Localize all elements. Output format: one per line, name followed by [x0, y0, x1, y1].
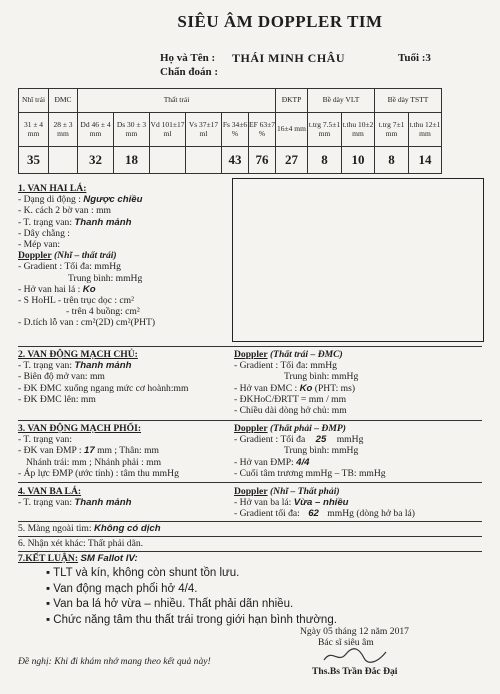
field-label: Trung bình: mmHg [284, 371, 359, 383]
field-label: - ĐKHoC/ĐRTT = mm / mm [234, 393, 347, 405]
norm-fs: Fs 34±6 % [222, 113, 249, 147]
field-value: Thanh mảnh [74, 360, 132, 372]
field-value: 17 [84, 445, 95, 457]
value-tstt-thu: 14 [409, 147, 442, 174]
section-title: 2. VAN ĐỘNG MẠCH CHỦ: [18, 349, 138, 360]
field-label: - Hở van hai lá : [18, 283, 81, 295]
value-tstt-trg: 8 [375, 147, 409, 174]
doppler-label: Doppler [234, 349, 268, 360]
field-label: - Mép van: [18, 239, 61, 251]
value-fs: 43 [222, 147, 249, 174]
name-label: Họ và Tên : [160, 52, 216, 64]
field-label: - Gradient tối đa: [234, 508, 300, 520]
divider [18, 536, 482, 537]
value-dktp: 27 [276, 147, 308, 174]
signature [320, 646, 390, 666]
field-label: - T. trạng van: [18, 497, 72, 509]
signer-role: Bác sĩ siêu âm [318, 637, 374, 648]
section-pulmonary-valve [18, 423, 232, 479]
header-dktp: ĐKTP [276, 89, 308, 113]
value-ef: 76 [249, 147, 276, 174]
conclusion-list [46, 566, 486, 628]
field-label: - T. trạng van: [18, 360, 72, 372]
doctor-name: Ths.Bs Trần Đắc Đại [312, 666, 398, 677]
value-vlt-trg: 8 [308, 147, 342, 174]
divider [18, 551, 482, 552]
norm-vs: Vs 37±17 ml [186, 113, 222, 147]
conclusion-item: ▪ Chức năng tâm thu thất trái trong giới hạn bình thường. [46, 613, 337, 626]
field-label: - Gradient : Tối đa [234, 434, 306, 446]
conclusion-text: Van động mạch phổi hở 4/4. [53, 582, 198, 595]
field-value: Vừa – nhiều [293, 497, 349, 509]
report-date: Ngày 05 tháng 12 năm 2017 [300, 626, 409, 637]
value-vlt-thu: 10 [342, 147, 375, 174]
doppler-subtitle: (Thất phải – ĐMP) [269, 423, 346, 434]
header-that-trai: Thất trái [78, 89, 276, 113]
patient-name: THÁI MINH CHÂU [232, 51, 346, 65]
section-pulmonary-doppler [234, 423, 484, 479]
field-value: 62 [308, 508, 319, 520]
norm-tstt-thu: t.thu 12±1 mm [409, 113, 442, 147]
norm-dmc: 28 ± 3 mm [49, 113, 78, 147]
header-vlt: Bề dày VLT [308, 89, 375, 113]
field-label: 5. Màng ngoài tim: [18, 523, 92, 534]
conclusion-text: Chức năng tâm thu thất trái trong giới hạn bình thường. [53, 613, 337, 626]
diagnosis-label: Chẩn đoán : [160, 66, 219, 78]
section-pericardium [18, 523, 161, 534]
field-label: - ĐK ĐMC xuống ngang mức cơ hoành:mm [18, 382, 189, 394]
conclusion-subtitle: SM Fallot IV: [80, 553, 138, 564]
field-label: Trung bình: mmHg [284, 445, 359, 457]
field-value: Ko [82, 283, 96, 295]
divider [18, 521, 482, 522]
field-label: - Áp lực ĐMP (ước tính) : tâm thu mmHg [18, 467, 179, 479]
header-tstt: Bề dày TSTT [375, 89, 442, 113]
field-label: - Biên độ mở van: mm [18, 371, 105, 383]
field-label: mmHg [336, 434, 364, 446]
section-aortic-valve [18, 349, 232, 405]
report-title: SIÊU ÂM DOPPLER TIM [177, 12, 383, 31]
value-vd [150, 147, 186, 174]
conclusion-text: TLT và kín, không còn shunt tồn lưu. [53, 567, 240, 579]
doppler-label: Doppler [234, 486, 268, 497]
doppler-subtitle: (Thất trái – ĐMC) [269, 349, 343, 360]
section-conclusion-label [18, 553, 138, 564]
doppler-subtitle: (Nhĩ – thất trái) [53, 250, 117, 262]
value-dmc [49, 147, 78, 174]
norm-vlt-thu: t.thu 10±2 mm [342, 113, 375, 147]
doppler-subtitle: (Nhĩ – Thất phải) [269, 486, 340, 497]
field-label: mmHg (dòng hở ba lá) [327, 508, 415, 520]
conclusion-text: Van ba lá hở vừa – nhiều. Thất phải dãn nhiều. [53, 598, 294, 610]
conclusion-item: ▪ Van động mạch phổi hở 4/4. [46, 582, 198, 595]
doppler-label: Doppler [234, 423, 268, 434]
field-value: Không có dịch [93, 523, 161, 534]
field-label: - T. trạng van: [18, 216, 72, 228]
divider [18, 420, 482, 421]
field-label: - D.tích lỗ van : cm²(2D) cm²(PHT) [18, 317, 156, 329]
value-ds: 18 [114, 147, 150, 174]
field-value: Ko [299, 382, 313, 394]
field-label: Nhánh trái: mm ; Nhánh phải : mm [26, 456, 162, 468]
section-title: 1. VAN HAI LÁ: [18, 183, 87, 194]
section-title: 7.KẾT LUẬN: [18, 553, 79, 564]
field-label: - S HoHL - trên trục dọc : cm² [18, 295, 135, 307]
field-label: - trên 4 buồng: cm² [66, 306, 140, 318]
field-label: - Chiều dài dòng hở chủ: mm [234, 405, 347, 417]
field-value: Thanh mảnh [74, 216, 132, 228]
echo-image-frame [232, 178, 484, 342]
divider [18, 482, 482, 483]
doppler-label: Doppler [18, 250, 52, 262]
section-tricuspid-valve [18, 486, 232, 508]
field-label: Trung bình: mmHg [68, 272, 143, 284]
field-label: (PHT: ms) [314, 382, 356, 394]
field-value: 25 [315, 434, 327, 446]
field-label: - Dạng di động : [18, 194, 81, 206]
norm-dktp: 16±4 mm [276, 113, 308, 147]
header-dmc: ĐMC [49, 89, 78, 113]
section-tricuspid-doppler [234, 486, 484, 520]
field-label: - T. trạng van: [18, 434, 72, 446]
value-nhi: 35 [19, 147, 49, 174]
norm-nhi: 31 ± 4 mm [19, 113, 49, 147]
field-value: 4/4 [296, 456, 310, 468]
field-label: - ĐK van ĐMP : [18, 445, 82, 457]
section-title: 4. VAN BA LÁ: [18, 486, 82, 497]
norm-tstt-trg: t.trg 7±1 mm [375, 113, 409, 147]
norm-ds: Ds 30 ± 3 mm [114, 113, 150, 147]
section-title: 3. VAN ĐỘNG MẠCH PHỔI: [18, 423, 142, 434]
field-label: - Hở van ĐMC : [234, 382, 298, 394]
field-label: - Hở van ba lá: [234, 497, 292, 509]
field-label: - Cuối tâm trương mmHg – TB: mmHg [234, 467, 386, 479]
section-mitral-valve [18, 183, 230, 329]
value-vs [186, 147, 222, 174]
field-label: - Dây chằng : [18, 227, 70, 239]
norm-vd: Vd 101±17 ml [150, 113, 186, 147]
footer-note: Đề nghị: Khi đi khám nhớ mang theo kết quả này! [18, 656, 211, 667]
divider [18, 346, 482, 347]
norm-vlt-trg: t.trg 7.5±1 mm [308, 113, 342, 147]
section-aortic-doppler [234, 349, 484, 416]
field-value: Ngược chiều [83, 194, 143, 206]
field-label: - Gradient : Tối đa: mmHg [18, 261, 121, 273]
field-value: Thanh mảnh [74, 497, 132, 509]
section-other-notes: 6. Nhận xét khác: Thất phải dãn. [18, 538, 144, 549]
field-label: - ĐK ĐMC lên: mm [18, 393, 96, 405]
header-nhi-trai: Nhĩ trái [19, 89, 49, 113]
field-label: - K. cách 2 bờ van : mm [18, 205, 111, 217]
conclusion-item: ▪ TLT và kín, không còn shunt tồn lưu. [46, 567, 240, 579]
field-label: - Gradient : Tối đa: mmHg [234, 360, 337, 372]
conclusion-item: ▪ Van ba lá hở vừa – nhiều. Thất phải dãn nhiều. [46, 598, 294, 610]
field-label: mm ; Thân: mm [97, 445, 160, 457]
measurement-table [18, 88, 442, 174]
field-label: - Hở van ĐMP: [234, 456, 294, 468]
norm-dd: Dd 46 ± 4 mm [78, 113, 114, 147]
value-dd: 32 [78, 147, 114, 174]
age-label: Tuổi :3 [398, 52, 431, 64]
norm-ef: EF 63±7 % [249, 113, 276, 147]
